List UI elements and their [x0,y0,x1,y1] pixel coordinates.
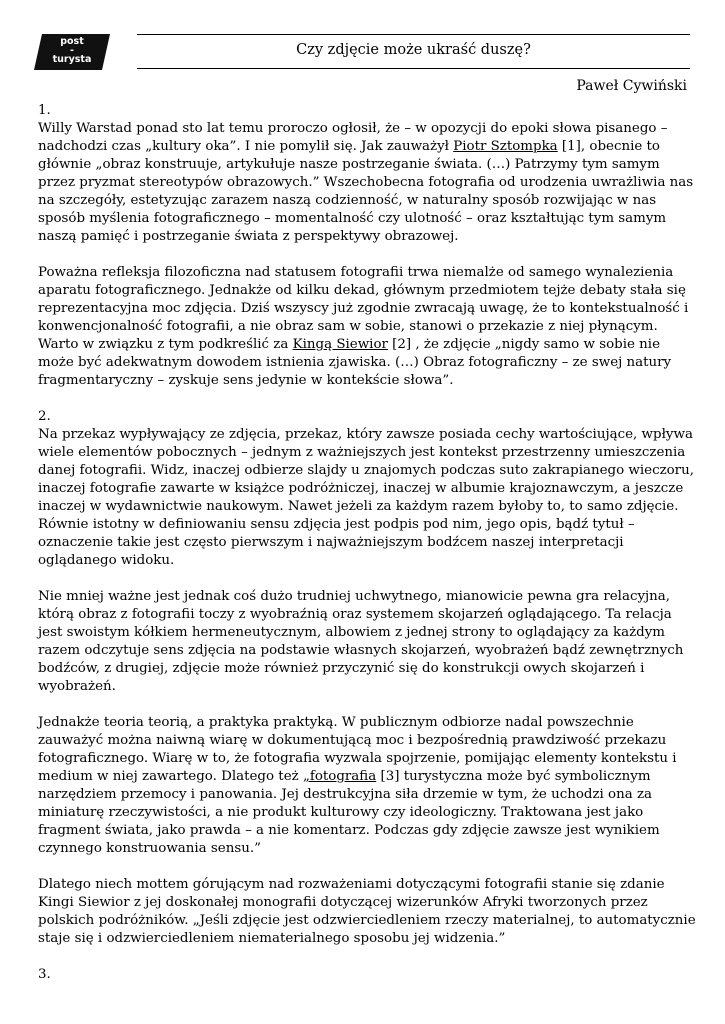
inline-link[interactable]: Kingą Siewior [292,337,388,352]
page-title: Czy zdjęcie może ukraść duszę? [296,42,531,58]
paragraph [38,264,698,390]
paragraph-text: Dlatego niech mottem górującym nad rozważeniami dotyczącymi fotografii stanie się zdanie Kingi Siewior z jej doskonałej monografii dotyczącej wizerunków Afryki tworzonych przez polskich podróżników. „Jeśli zdjęcie jest odzwierciedleniem rzeczy materialnej, to automatycznie staje się i odzwierciedleniem niematerialnego sposobu jej widzenia.” [38,877,696,946]
logo-line-1: post [60,36,84,47]
paragraph [38,588,698,696]
paragraph-text: [2] , że zdjęcie „nigdy samo w sobie nie może być adekwatnym dowodem istnienia zjawiska. (…) Obraz fotograficzny – ze swej natury fragmentaryczny – zyskuje sens jedynie w kontekście słowa”. [38,337,672,388]
section-number: 1. [38,103,51,118]
author-name: Paweł Cywiński [576,78,687,94]
paragraph-text: [1], obecnie to głównie „obraz konstruuje, artykułuje nasze postrzeganie świata. (…) Patrzymy tym samym przez pryzmat stereotypów obrazowych.” Wszechobecna fotografia od urodzenia uwrażliwia nas na szczegóły, estetyzując zarazem naszą codzienność, w naturalny sposób rozwijając w nas sposób myślenia fotograficznego – momentalność czy ulotność – oraz kształtując tym samym naszą pamięć i postrzeganie świata z perspektywy obrazowej. [38,139,694,244]
paragraph-text: Poważna refleksja filozoficzna nad statusem fotografii trwa niemalże od samego wynalezienia aparatu fotograficznego. Jednakże od kilku dekad, głównym przedmiotem tejże debaty stała się reprezentacyjna moc zdjęcia. Dziś wszyscy już zgodnie zwracają uwagę, że to kontekstualność i konwencjonalność fotografii, a nie obraz sam w sobie, stanowi o przekazie z niej płynącym. Warto w związku z tym podkreślić za [38,265,689,352]
inline-link[interactable]: Piotr Sztompka [453,139,558,154]
paragraph-text: Jednakże teoria teorią, a praktyka praktyką. W publicznym odbiorze nadal powszechnie zauważyć można naiwną wiarę w dokumentującą moc i bezpośrednią prawdziwość przekazu fotograficznego. Wiarę w to, że fotografia wyzwala spojrzenie, pomijając elementy kontekstu i medium w niej zawartego. Dlatego też [38,715,677,784]
paragraph-text: [3] turystyczna może być symbolicznym narzędziem przemocy i panowania. Jej destrukcyjna siła drzemie w tym, że uchodzi ona za miniaturę rzeczywistości, a nie produkt kulturowy czy ideologiczny. Traktowana jest jako fragment świata, jako prawda – a nie komentarz. Podczas gdy zdjęcie zawsze jest wynikiem czynnego konstruowania sensu.” [38,769,660,856]
paragraph-text: Willy Warstad ponad sto lat temu proroczo ogłosił, że – w opozycji do epoki słowa pisanego – nadchodzi czas „kultury oka”. I nie pomylił się. Jak zauważył [38,121,668,154]
paragraph [38,714,698,858]
paragraph-text: Na przekaz wypływający ze zdjęcia, przekaz, który zawsze posiada cechy wartościujące, wpływa wiele elementów pobocznych – jednym z ważniejszych jest kontekst przestrzenny umieszczenia danej fotografii. Widz, inaczej odbierze slajdy u znajomych podczas suto zakrapianego wieczoru, inaczej fotografie zawarte w książce podróżniczej, inaczej w albumie krajoznawczym, a jeszcze inaczej w wydawnictwie naukowym. Nawet jeżeli za każdym razem byłoby to, to samo zdjęcie. Równie istotny w definiowaniu sensu zdjęcia jest podpis pod nim, jego opis, bądź tytuł – oznaczenie takie jest często pierwszym i najważniejszym bodźcem naszej interpretacji oglądanego widoku. [38,427,694,568]
article-body [38,102,698,984]
paragraph [38,876,698,948]
section-number: 3. [38,967,51,982]
logo-line-2: - [70,45,74,56]
header-rule-bottom [137,68,690,69]
section-number: 2. [38,409,51,424]
paragraph-text: Nie mniej ważne jest jednak coś dużo trudniej uchwytnego, mianowicie pewna gra relacyjna, którą obraz z fotografii toczy z wyobraźnią oraz systemem skojarzeń oglądającego. Ta relacja jest swoistym kółkiem hermeneutycznym, albowiem z jednej strony to oglądający za każdym razem odczytuje sens zdjęcia na podstawie własnych skojarzeń, wyobrażeń bądź zewnętrznych bodźców, z drugiej, zdjęcie może również przyczynić się do konstrukcji owych skojarzeń i wyobrażeń. [38,589,684,694]
paragraph [38,120,698,246]
paragraph [38,426,698,570]
logo-line-3: turysta [52,54,92,65]
post-turysta-logo[interactable] [34,34,110,70]
inline-link[interactable]: „fotografia [302,769,377,784]
header-rule-top [137,34,690,35]
